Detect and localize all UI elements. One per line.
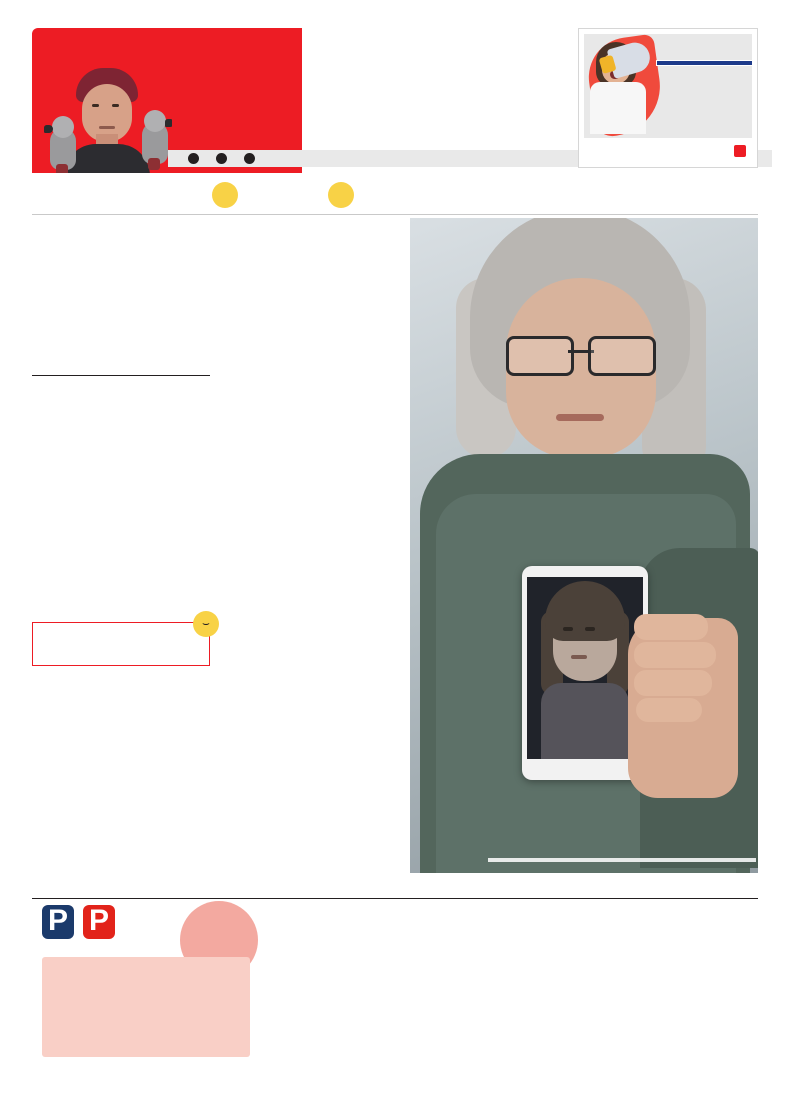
pnp-p-tile-red: P xyxy=(83,905,115,939)
main-photo xyxy=(410,218,758,873)
masthead-woman-photo xyxy=(42,68,172,173)
social-facebook[interactable] xyxy=(188,153,202,164)
pick-n-pay-logo xyxy=(42,905,116,942)
smiley-icon: ⌣ xyxy=(193,611,219,637)
teaser-bar xyxy=(32,176,758,215)
facebook-icon xyxy=(188,153,199,164)
parrot-left-icon xyxy=(46,116,80,172)
instagram-icon xyxy=(244,153,255,164)
pnp-p-tile: P xyxy=(42,905,74,939)
parrot-right-icon xyxy=(138,110,172,166)
phone-screen-photo xyxy=(527,577,643,759)
chevron-right-icon xyxy=(328,182,354,208)
teaser-item-1[interactable] xyxy=(212,176,246,214)
iec-phone xyxy=(656,60,752,66)
election-advert[interactable] xyxy=(578,28,758,168)
ad-footer xyxy=(32,1064,758,1083)
glasses-icon xyxy=(506,336,656,370)
byline xyxy=(32,372,210,376)
page-title xyxy=(32,218,472,222)
social-x[interactable] xyxy=(216,153,230,164)
caxton-logo xyxy=(584,141,752,161)
teaser-item-2[interactable] xyxy=(328,176,362,214)
chevron-right-icon xyxy=(212,182,238,208)
mothers-day-panel xyxy=(42,957,250,1057)
caxton-mark-icon xyxy=(734,145,746,157)
x-twitter-icon xyxy=(216,153,227,164)
photo-caption xyxy=(488,858,756,862)
pull-quote xyxy=(32,616,210,666)
pick-n-pay-advert[interactable] xyxy=(32,898,758,1085)
social-instagram[interactable] xyxy=(244,153,258,164)
election-advert-art xyxy=(584,34,752,138)
